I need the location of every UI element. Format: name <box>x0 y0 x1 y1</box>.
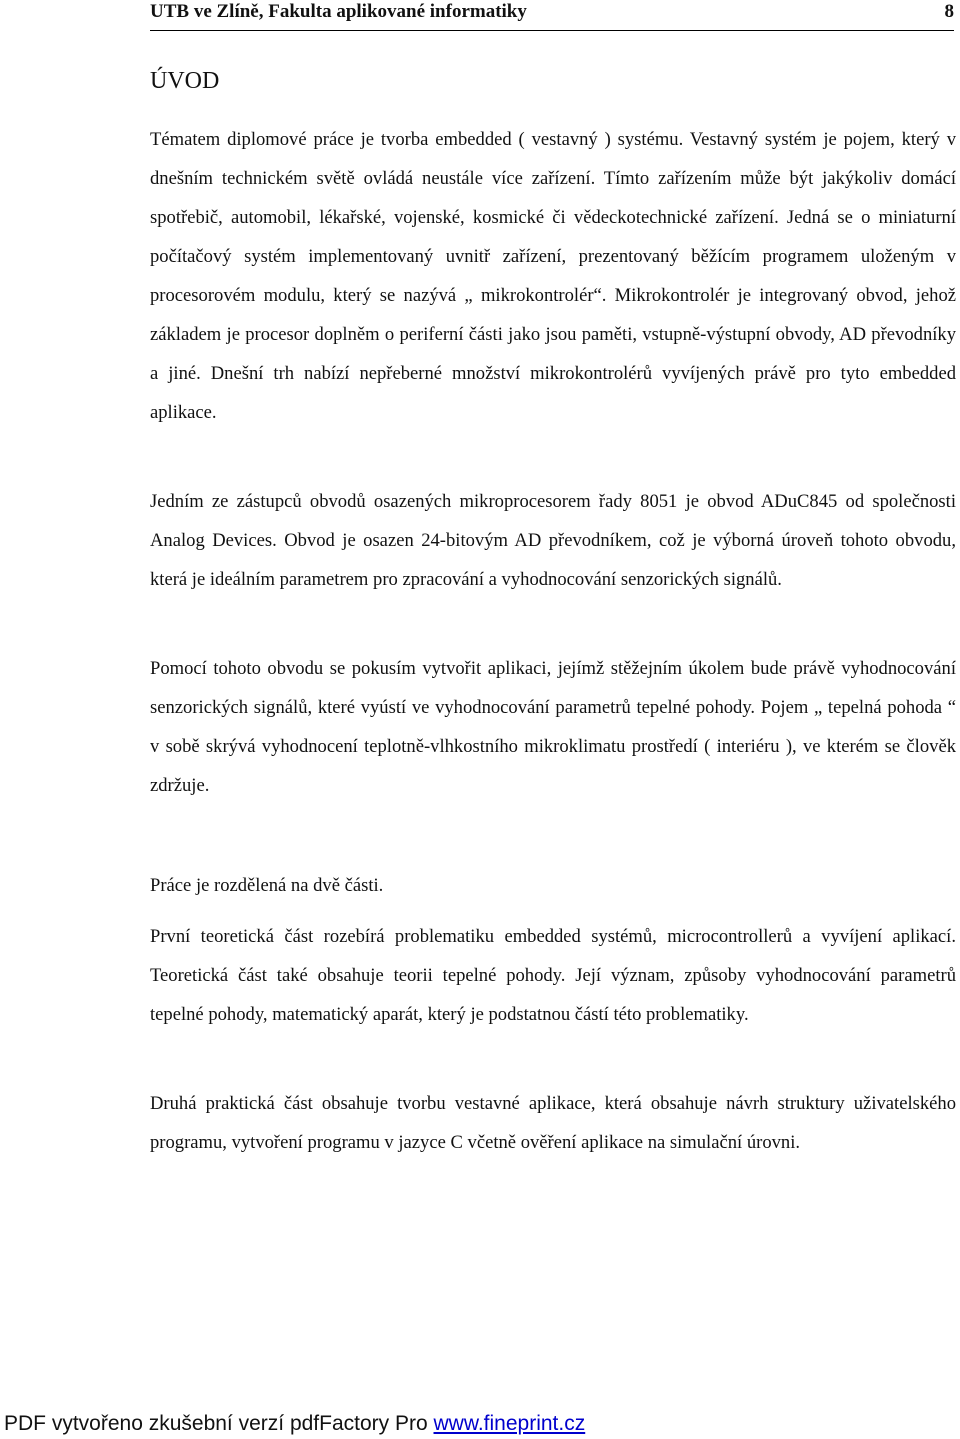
paragraph-goal: Pomocí tohoto obvodu se pokusím vytvořit aplikaci, jejímž stěžejním úkolem bude právě vyhodnocování senzorických signálů, které vyústí ve vyhodnocování parametrů tepelné pohody. Pojem „ tepelná pohoda “ v sobě skrývá vyhodnocení teplotně-vlhkostního mikroklimatu prostředí ( interiéru ), ve kterém se člověk zdržuje. <box>150 658 956 796</box>
page-number: 8 <box>944 1 954 22</box>
paragraph-intro: Tématem diplomové práce je tvorba embedded ( vestavný ) systému. Vestavný systém je pojem, který v dnešním technickém světě ovládá neustále více zařízení. Tímto zařízením může být jakýkoliv domácí spotřebič, automobil, lékařské, vojenské, kosmické či vědeckotechnické zařízení. Jedná se o miniaturní počítačový systém implementovaný uvnitř zařízení, prezentovaný běžícím programem uloženým v procesorovém modulu, který se nazývá „ mikrokontrolér“. Mikrokontrolér je integrovaný obvod, jehož základem je procesor doplněm o periferní části jako jsou paměti, vstupně-výstupní obvody, AD převodníky a jiné. Dnešní trh nabízí nepřeberné množství mikrokontrolérů vyvíjených právě pro tyto embedded aplikace. <box>150 129 956 423</box>
paragraph-theory: První teoretická část rozebírá problematiku embedded systémů, microcontrollerů a vyvíjení aplikací. Teoretická část také obsahuje teorii tepelné pohody. Její význam, způsoby vyhodnocování parametrů tepelné pohody, matematický aparát, který je podstatnou částí této problematiky. <box>150 926 956 1025</box>
pdf-footer <box>4 1412 585 1436</box>
page-header <box>150 0 954 31</box>
paragraph-structure: Práce je rozdělená na dvě části. <box>150 875 384 896</box>
header-title: UTB ve Zlíně, Fakulta aplikované informatiky <box>150 1 527 22</box>
section-title: ÚVOD <box>150 68 220 94</box>
footer-text: PDF vytvořeno zkušební verzí pdfFactory Pro <box>4 1412 434 1435</box>
paragraph-aduc845: Jedním ze zástupců obvodů osazených mikroprocesorem řady 8051 je obvod ADuC845 od společnosti Analog Devices. Obvod je osazen 24-bitovým AD převodníkem, což je výborná úroveň tohoto obvodu, která je ideálním parametrem pro zpracování a vyhodnocování senzorických signálů. <box>150 491 956 590</box>
footer-link[interactable]: www.fineprint.cz <box>433 1412 586 1435</box>
paragraph-practice: Druhá praktická část obsahuje tvorbu vestavné aplikace, která obsahuje návrh struktury uživatelského programu, vytvoření programu v jazyce C včetně ověření aplikace na simulační úrovni. <box>150 1093 956 1153</box>
